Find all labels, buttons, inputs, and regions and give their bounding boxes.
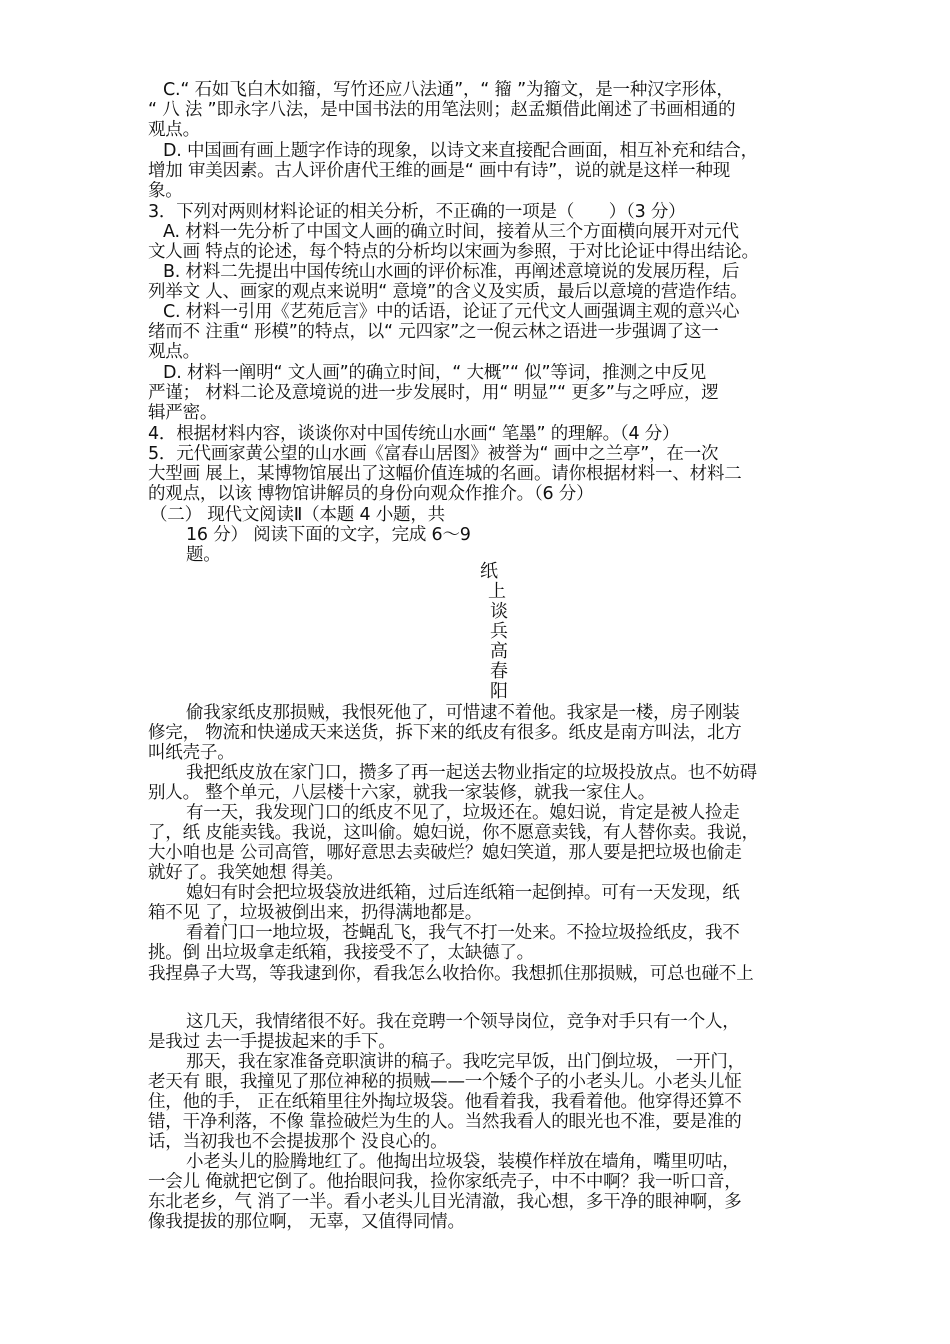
story-para-8-line-3: 住，他的手， 正在纸箱里往外掏垃圾袋。他看着我，我看着他。他穿得还算不 — [148, 1092, 742, 1112]
question-5-line-1: 5．元代画家黄公望的山水画《富春山居图》被誉为“ 画中之兰亭”，在一次 — [148, 444, 719, 464]
story-para-6-line-1: 我捏鼻子大骂，等我逮到你，看我怎么收拾你。我想抓住那损贼，可总也碰不上 — [148, 964, 754, 984]
q3-option-b-line-1: B. 材料二先提出中国传统山水画的评价标准，再阐述意境说的发展历程，后 — [163, 262, 740, 282]
option-d-line-1: D. 中国画有画上题字作诗的现象，以诗文来直接配合画面，相互补充和结合， — [163, 141, 758, 161]
option-c-line-3: 观点。 — [148, 120, 200, 140]
story-para-9-line-4: 像我提拔的那位啊， 无辜，又值得同情。 — [148, 1212, 465, 1232]
option-c-line-2: “ 八 法 ”即永字八法，是中国书法的用笔法则；赵孟頫借此阐述了书画相通的 — [148, 100, 736, 120]
story-para-4-line-1: 媳妇有时会把垃圾袋放进纸箱，过后连纸箱一起倒掉。可有一天发现，纸 — [186, 883, 740, 903]
q3-option-b-line-2: 列举文 人、画家的观点来说明“ 意境”的含义及实质，最后以意境的营造作结。 — [148, 282, 748, 302]
q3-option-d-line-3: 辑严密。 — [148, 403, 218, 423]
story-para-5-line-1: 看着门口一地垃圾，苍蝇乱飞，我气不打一处来。不捡垃圾捡纸皮，我不 — [186, 923, 740, 943]
q3-option-d-line-2: 严谨； 材料二论及意境说的进一步发展时，用“ 明显”“ 更多”与之呼应，逻 — [148, 383, 719, 403]
title-char: 纸 — [480, 561, 498, 582]
story-para-1-line-1: 偷我家纸皮那损贼，我恨死他了，可惜逮不着他。我家是一楼，房子刚装 — [186, 703, 740, 723]
author-char: 春 — [490, 661, 508, 682]
section-heading-line-2: 16 分） 阅读下面的文字，完成 6～9 — [186, 525, 471, 545]
story-para-9-line-3: 东北老乡，气 消了一半。看小老头儿目光清澈，我心想，多干净的眼神啊，多 — [148, 1192, 742, 1212]
story-para-3-line-2: 了，纸 皮能卖钱。我说，这叫偷。媳妇说，你不愿意卖钱，有人替你卖。我说， — [148, 823, 759, 843]
section-heading-line-1: （二） 现代文阅读Ⅱ（本题 4 小题，共 — [150, 505, 445, 525]
title-char: 谈 — [490, 601, 508, 622]
title-char: 兵 — [490, 621, 508, 642]
option-c-line-1: C.“ 石如飞白木如籀，写竹还应八法通”，“ 籀 ”为籀文，是一种汉字形体， — [163, 80, 734, 100]
question-3: 3．下列对两则材料论证的相关分析，不正确的一项是（ ）（3 分） — [148, 202, 686, 222]
story-para-2-line-1: 我把纸皮放在家门口，攒多了再一起送去物业指定的垃圾投放点。也不妨碍 — [186, 763, 757, 783]
story-para-8-line-5: 话，当初我也不会提拔那个 没良心的。 — [148, 1132, 448, 1152]
story-para-4-line-2: 箱不见 了，垃圾被倒出来，扔得满地都是。 — [148, 903, 483, 923]
option-d-line-3: 象。 — [148, 181, 183, 201]
story-para-9-line-2: 一会儿 俺就把它倒了。他抬眼问我，捡你家纸壳子，中不中啊？我一听口音， — [148, 1172, 742, 1192]
story-para-1-line-3: 叫纸壳子。 — [148, 743, 235, 763]
story-para-8-line-1: 那天，我在家准备竞职演讲的稿子。我吃完早饭，出门倒垃圾， 一开门， — [186, 1052, 745, 1072]
story-para-9-line-1: 小老头儿的脸腾地红了。他掏出垃圾袋，装模作样放在墙角，嘴里叨咕， — [186, 1152, 740, 1172]
question-5-line-2: 大型画 展上，某博物馆展出了这幅价值连城的名画。请你根据材料一、材料二 — [148, 464, 742, 484]
option-d-line-2: 增加 审美因素。古人评价唐代王维的画是“ 画中有诗”，说的就是这样一种现 — [148, 161, 731, 181]
q3-option-c-line-1: C. 材料一引用《艺苑卮言》中的话语，论证了元代文人画强调主观的意兴心 — [163, 302, 740, 322]
story-para-5-line-2: 挑。倒 出垃圾拿走纸箱，我接受不了，太缺德了。 — [148, 943, 534, 963]
story-para-3-line-1: 有一天，我发现门口的纸皮不见了，垃圾还在。媳妇说，肯定是被人捡走 — [186, 803, 740, 823]
q3-option-a-line-2: 文人画 特点的论述，每个特点的分析均以宋画为参照，于对比论证中得出结论。 — [148, 242, 759, 262]
q3-option-c-line-3: 观点。 — [148, 342, 200, 362]
author-char: 阳 — [490, 681, 508, 702]
story-para-8-line-2: 老天有 眼，我撞见了那位神秘的损贼——一个矮个子的小老头儿。小老头儿怔 — [148, 1072, 742, 1092]
q3-option-a-line-1: A. 材料一先分析了中国文人画的确立时间，接着从三个方面横向展开对元代 — [163, 222, 739, 242]
question-4: 4．根据材料内容，谈谈你对中国传统山水画“ 笔墨” 的理解。（4 分） — [148, 424, 680, 444]
story-para-2-line-2: 别人。 整个单元，八层楼十六家，就我一家装修，就我一家住人。 — [148, 783, 656, 803]
question-5-line-3: 的观点，以该 博物馆讲解员的身份向观众作推介。（6 分） — [148, 484, 594, 504]
story-para-3-line-3: 大小咱也是 公司高管，哪好意思去卖破烂？媳妇笑道，那人要是把垃圾也偷走 — [148, 843, 742, 863]
story-para-8-line-4: 错，干净利落，不像 靠捡破烂为生的人。当然我看人的眼光也不准，要是准的 — [148, 1112, 742, 1132]
story-para-3-line-4: 就好了。我笑她想 得美。 — [148, 863, 344, 883]
author-char: 高 — [490, 641, 508, 662]
section-heading-line-3: 题。 — [186, 545, 221, 565]
story-para-1-line-2: 修完， 物流和快递成天来送货，拆下来的纸皮有很多。纸皮是南方叫法，北方 — [148, 723, 742, 743]
story-para-7-line-2: 是我过 去一手提拔起来的手下。 — [148, 1032, 396, 1052]
title-char: 上 — [488, 581, 506, 602]
story-para-7-line-1: 这几天，我情绪很不好。我在竞聘一个领导岗位，竞争对手只有一个人， — [186, 1012, 740, 1032]
q3-option-c-line-2: 绪而不 注重“ 形模”的特点，以“ 元四家”之一倪云林之语进一步强调了这一 — [148, 322, 719, 342]
q3-option-d-line-1: D. 材料一阐明“ 文人画”的确立时间，“ 大概”“ 似”等词，推测之中反见 — [163, 363, 707, 383]
